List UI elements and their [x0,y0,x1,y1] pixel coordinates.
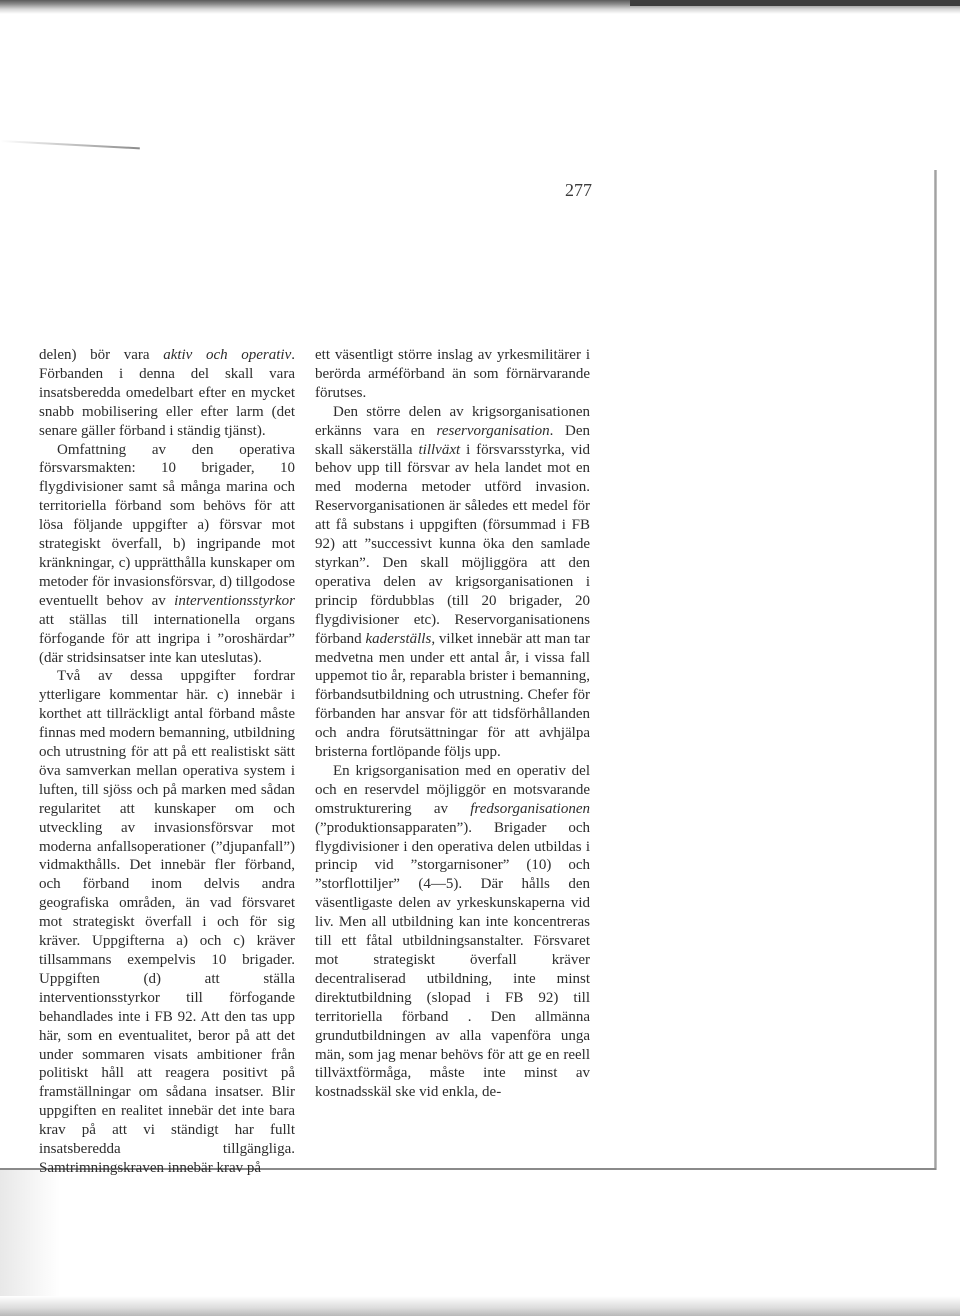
right-paragraph-3: En krigsorganisation med en operativ del och en reservdel möjliggör en motsvarande omstrukturering av fredsorganisationen (”produktionsapparaten”). Brigader och flygdivisioner i den operativa delen utbildas i princip vid ”storgarnisoner” (10) och ”storflottiljer” (4—5). Där hålls den väsentligaste delen av yrkeskunskaperna vid liv. Men all utbildning kan inte koncentreras till ett fåtal utbildningsanstalter. Försvaret mot strategiskt överfall kräver decentraliserad utbildning, inte minst direktutbildning (slopad i FB 92) till territoriella förband . Den allmänna grundutbildningen av alla vapenföra unga män, som jag menar behövs för att ge en reell tillväxtförmåga, måste inte minst av kostnadsskäl ske vid enkla, de- [315,762,590,1101]
page-number: 277 [565,180,592,200]
right-column [315,346,590,1102]
left-paragraph-2: Omfattning av den operativa försvarsmakten: 10 brigader, 10 flygdivisioner samt så många marina och territoriella förband som behövs för att lösa följande uppgifter a) försvar mot strategiskt överfall, b) ingripande mot kränkningar, c) upprätthålla kunskaper om metoder för invasionsförsvar, d) tillgodose eventuellt behov av interventionsstyrkor att ställas till internationella organs förfogande för att ingripa i ”oroshärdar” (där stridsinsatser inte kan uteslutas). [39,441,295,666]
right-paragraph-2: Den större delen av krigsorganisationen erkänns vara en reservorganisation. Den skall säkerställa tillväxt i försvarsstyrka, vid behov upp till försvar av hela landet mot en med moderna metoder utförd invasion. Reservorganisationen är således ett medel för att få substans i uppgiften (försummad i FB 92) att ”successivt kunna öka den samlade styrkan”. Den skall möjliggöra att den operativa delen av krigsorganisationen i princip fördubblas (till 20 brigader, 20 flygdivisioner etc). Reservorganisationens förband kaderställs, vilket innebär att man tar medvetna men under ett antal år, i vissa fall uppemot tio år, reparabla brister i bemanning, förbandsutbildning och utrustning. Chefer för förbanden har ansvar för att tidsförhållanden och andra förutsättningar för att avhjälpa bristerna fortlöpande följs upp. [315,403,591,761]
left-paragraph-3: Två av dessa uppgifter fordrar ytterligare kommentar här. c) innebär i korthet att tillräckligt antal förband måste finnas med modern bemanning, utbildning och utrustning för att på ett realistiskt sätt öva samverkan mellan operativa system i luften, till sjöss och på marken med sådan regularitet att kunskaper om och utveckling av invasionsförsvar mot moderna anfallsoperationer (”djupanfall”) vidmakthålls. Det innebär fler förband, och förband inom delvis andra geografiska områden, än vad försvaret mot strategiskt överfall i och för sig kräver. Uppgifterna a) och c) kräver tillsammans exempelvis 10 brigader. Uppgiften (d) att ställa interventionsstyrkor till förfogande behandlades inte i FB 92. Att den tas upp här, som en eventualitet, beror på att det under sommaren visats ambitioner från politiskt håll att reagera positivt på framställningar om sådana insatser. Blir uppgiften en realitet innebär det inte bara krav på att vi ständigt har fullt insatsberedda tillgängliga. Samtrimningskraven innebär krav på [39,668,295,1176]
left-column [39,346,295,1178]
page-right-edge [934,170,937,1170]
left-paragraph-1: delen) bör vara aktiv och operativ. Förbanden i denna del skall vara insatsberedda omedelbart efter en mycket snabb mobilisering eller efter larm (det senare gäller förband i ständig tjänst). [39,347,295,439]
page-corner-shadow [0,1170,60,1316]
right-paragraph-1: ett väsentligt större inslag av yrkesmilitärer i berörda arméförband än som förnärvarande förutses. [315,347,590,401]
page-top-edge-shadow [0,140,140,149]
scan-bottom-border [0,1296,960,1316]
scan-top-dark-band [630,0,960,6]
